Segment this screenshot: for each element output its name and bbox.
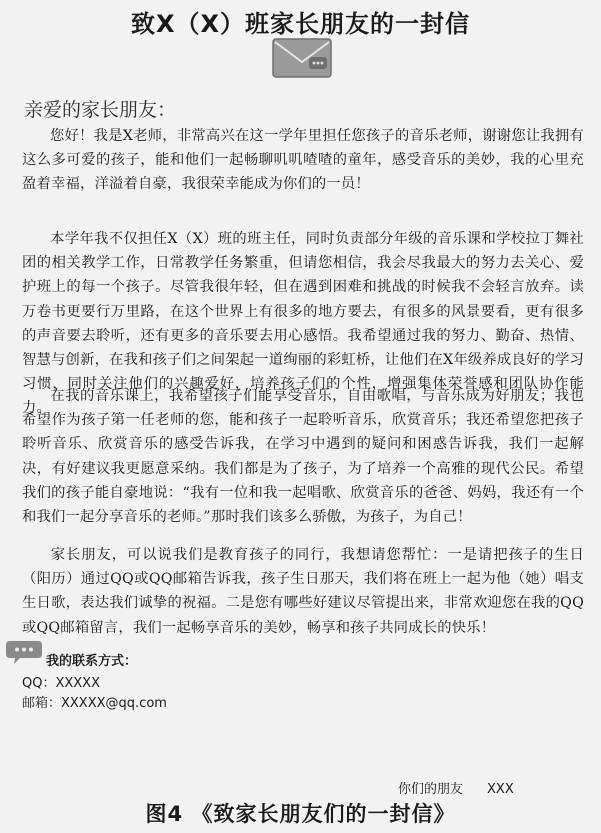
figure-caption: 图4 《致家长朋友们的一封信》 (145, 802, 456, 826)
paragraph-text: 您好！我是X老师，非常高兴在这一学年里担任您孩子的音乐老师，谢谢您让我拥有这么多可爱的孩子，能和他们一起畅聊叽叽喳喳的童年，感受音乐的美妙，我的心里充盈着幸福，洋溢着自豪，我很荣幸能成为你们的一员！ (22, 128, 584, 193)
letter-title: 致X（X）班家长朋友的一封信 (130, 10, 470, 38)
paragraph-text: 本学年我不仅担任X（X）班的班主任，同时负责部分年级的音乐课和学校拉丁舞社团的相关教学工作，日常教学任务繁重，但请您相信，我会尽我最大的努力去关心、爱护班上的每一个孩子。尽管我很年轻，但在遇到困难和挑战的时候我不会轻言放弃。读万卷书更要行万里路，在这个世界上有很多的地方要去，有很多的风景要看，更有很多的声音要去聆听，还有更多的音乐要去用心感悟。我希望通过我的努力、勤奋、热情、智慧与创新，在我和孩子们之间架起一道绚丽的彩虹桥，让他们在X年级养成良好的学习习惯，同时关注他们的兴趣爱好，培养孩子们的个性，增强集体荣誉感和团队协作能力。 (22, 231, 584, 417)
envelope-icon (271, 37, 335, 81)
paragraph-music-class (22, 384, 584, 529)
contact-qq: QQ：XXXXX (22, 676, 100, 691)
signature-name: XXX (487, 782, 514, 797)
signature-label: 你们的朋友 (398, 782, 464, 797)
signature (398, 778, 514, 797)
contact-heading: 我的联系方式： (46, 654, 138, 669)
paragraph-text: 在我的音乐课上，我希望孩子们能享受音乐，自由歌唱，与音乐成为好朋友；我也希望作为孩子第一任老师的您，能和孩子一起聆听音乐，欣赏音乐；我还希望您把孩子聆听音乐、欣赏音乐的感受告诉我，在学习中遇到的疑问和困惑告诉我，我们一起解决，有好建议我更愿意采纳。我们都是为了孩子，为了培养一个高雅的现代公民。希望我们的孩子能自豪地说：“我有一位和我一起唱歌、欣赏音乐的爸爸、妈妈，我还有一个和我们一起分享音乐的老师。”那时我们该多么骄傲，为孩子，为自己！ (22, 388, 584, 526)
contact-email: 邮箱：XXXXX@qq.com (22, 696, 167, 711)
paragraph-request (22, 543, 584, 640)
paragraph-greeting (22, 124, 584, 197)
salutation: 亲爱的家长朋友： (24, 99, 177, 121)
paragraph-text: 家长朋友，可以说我们是教育孩子的同行，我想请您帮忙：一是请把孩子的生日（阳历）通过QQ或QQ邮箱告诉我，孩子生日那天，我们将在班上一起为他（她）唱支生日歌，表达我们诚挚的祝福。二是您有哪些好建议尽管提出来，非常欢迎您在我的QQ或QQ邮箱留言，我们一起畅享音乐的美妙，畅享和孩子共同成长的快乐！ (22, 547, 584, 636)
